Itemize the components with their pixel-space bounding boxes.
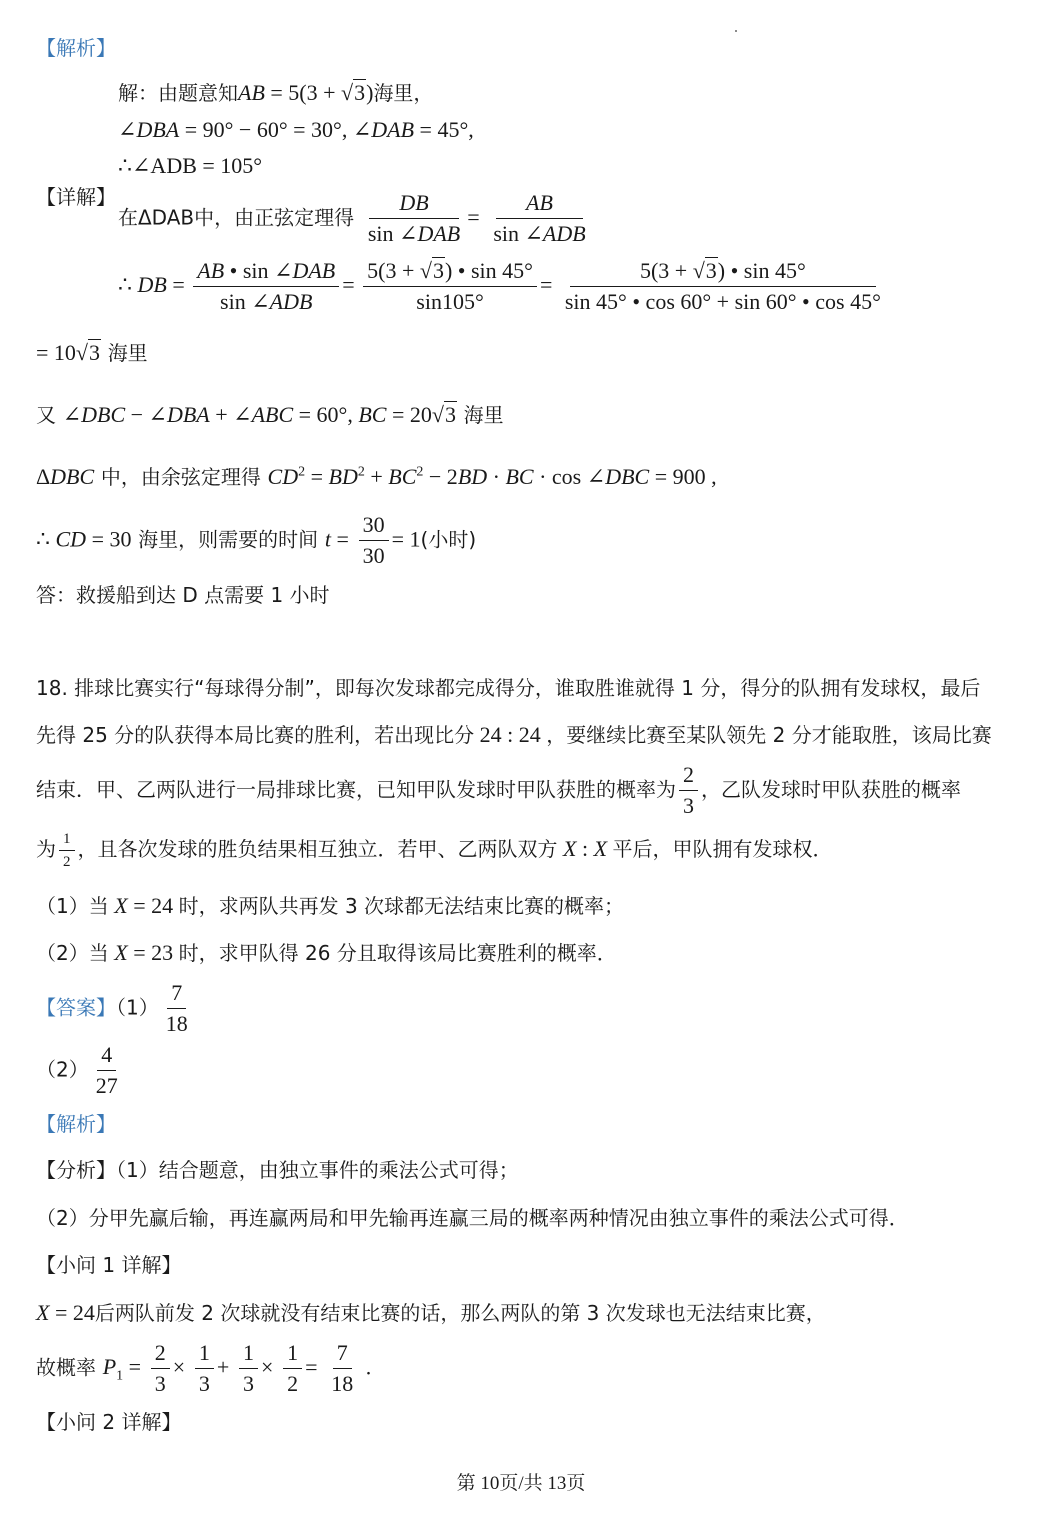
fraction-db-sin-dab: $\frac{DB}{\text{sin ∠DAB}}$ [367, 190, 461, 247]
fraction-2-3b: $\frac{2}{3}$ [151, 1340, 170, 1398]
solution-line-8: ΔDBC 中，由余弦定理得 $CD^2 = BD^2 + BC^2 - 2BD$ · BC · cos ∠DBC = 900 , [36, 464, 717, 489]
heading-xiaowen-1: 【小问 1 详解】 [36, 1253, 182, 1277]
solution-line-4: 在ΔDAB中，由正弦定理得 $\frac{DB}{\text{sin ∠DAB}}$ = $\frac{AB}{\text{sin ∠ADB}}$ [118, 190, 593, 248]
solution-line-5: ∴ DB = $\frac{\text{AB • sin ∠DAB}}{\text{sin ∠ADB}}$ = $\frac{5(3 + √3) • \sin 45^\circ}{\sin 105^\circ}$ = $\frac{5(3 + √3) • \sin 45^\circ}{\sin 45^\circ • \cos 60^\circ + \sin 60^\circ • \cos 45^\circ}$ [118, 258, 888, 316]
stray-dot [735, 30, 737, 32]
detail-line-2: 故概率 $P_1$ = $\frac{2}{3}$ × $\frac{1}{3}$ + $\frac{1}{3}$ × $\frac{1}{2}$ = $\frac{7}{18}$ . [36, 1340, 372, 1397]
solution-line-7: 又 ∠DBC − ∠DBA + ∠ABC = 60°, BC = 20√3 海里 [36, 402, 504, 427]
solution-line-3: ∴∠ADB = 105° [118, 153, 263, 178]
fraction-2-3: $\frac{2}{3}$ [679, 762, 698, 820]
problem18-q1: （1）当 X = 24 时，求两队共再发 3 次球都无法结束比赛的概率； [36, 893, 625, 918]
fraction-4-27: $\frac{4}{27}$ [95, 1042, 118, 1099]
analysis-line-1: 【分析】（1）结合题意，由独立事件的乘法公式可得； [36, 1158, 519, 1182]
heading-jiexi-2: 【解析】 [36, 1112, 116, 1136]
fraction-1-2: $\frac{1}{2}$ [59, 830, 75, 871]
detail-line-1: X = 24后两队前发 2 次球就没有结束比赛的话，那么两队的第 3 次发球也无法结束比赛， [36, 1300, 826, 1325]
fraction-ab-sin-adb: $\frac{AB}{\text{sin ∠ADB}}$ [493, 190, 586, 247]
answer-line-1: 【答案】（1） $\frac{7}{18}$ [36, 980, 195, 1038]
fraction-30-30: $\frac{30}{30}$ [359, 512, 389, 570]
solution-line-2: ∠DBA = 90° − 60° = 30°, ∠DAB = 45°, [118, 117, 474, 142]
heading-xiaowen-2: 【小问 2 详解】 [36, 1410, 182, 1434]
solution-line-6: = 10√3 海里 [36, 340, 148, 365]
fraction-1-2b: $\frac{1}{2}$ [283, 1340, 302, 1398]
page-footer: 第 10页/共 13页 [456, 1473, 586, 1494]
heading-jiexi: 【解析】 [36, 36, 116, 60]
fraction-sin45-sin105: $\frac{5(3 + √3) • \sin 45^\circ}{\sin 105^\circ}$ [363, 258, 537, 316]
problem18-line-4: 为 $\frac{1}{2}$ ，且各次发球的胜负结果相互独立．若甲、乙两队双方 X : X 平后，甲队拥有发球权． [36, 831, 833, 870]
solution-answer: 答：救援船到达 D 点需要 1 小时 [36, 583, 330, 607]
fraction-7-18b: $\frac{7}{18}$ [331, 1340, 354, 1397]
fraction-expanded: $\frac{5(3 + √3) • \sin 45^\circ}{\sin 45^\circ • \cos 60^\circ + \sin 60^\circ • \cos 45^\circ}$ [564, 258, 881, 315]
problem18-line-1: 18. 排球比赛实行“每球得分制”，即每次发球都完成得分，谁取胜谁就得 1 分，得分的队拥有发球权，最后 [36, 676, 981, 700]
problem18-q2: （2）当 X = 23 时，求甲队得 26 分且取得该局比赛胜利的概率． [36, 940, 617, 965]
analysis-line-2: （2）分甲先赢后输，再连赢两局和甲先输再连赢三局的概率两种情况由独立事件的乘法公式可得． [36, 1206, 909, 1230]
problem18-line-2: 先得 25 分的队获得本局比赛的胜利，若出现比分 24 : 24 ，要继续比赛至某队领先 2 分才能取胜，该局比赛 [36, 722, 992, 747]
fraction-7-18: $\frac{7}{18}$ [165, 980, 188, 1037]
heading-xiangjie: 【详解】 [36, 185, 116, 209]
problem18-line-3: 结束．甲、乙两队进行一局排球比赛，已知甲队发球时甲队获胜的概率为 $\frac{2}{3}$ ，乙队发球时甲队获胜的概率 [36, 762, 961, 819]
solution-line-9: ∴ CD = 30 海里，则需要的时间 t = $\frac{30}{30}$ = 1(小时) [36, 512, 477, 569]
solution-line-1: 解：由题意知AB = 5(3 + √3)海里， [118, 80, 434, 105]
fraction-ab-sin-dab: $\frac{\text{AB • sin ∠DAB}}{\text{sin ∠ADB}}$ [193, 258, 339, 316]
fraction-1-3a: $\frac{1}{3}$ [195, 1340, 214, 1398]
answer-line-2: （2） $\frac{4}{27}$ [36, 1042, 125, 1100]
fraction-1-3b: $\frac{1}{3}$ [239, 1340, 258, 1398]
